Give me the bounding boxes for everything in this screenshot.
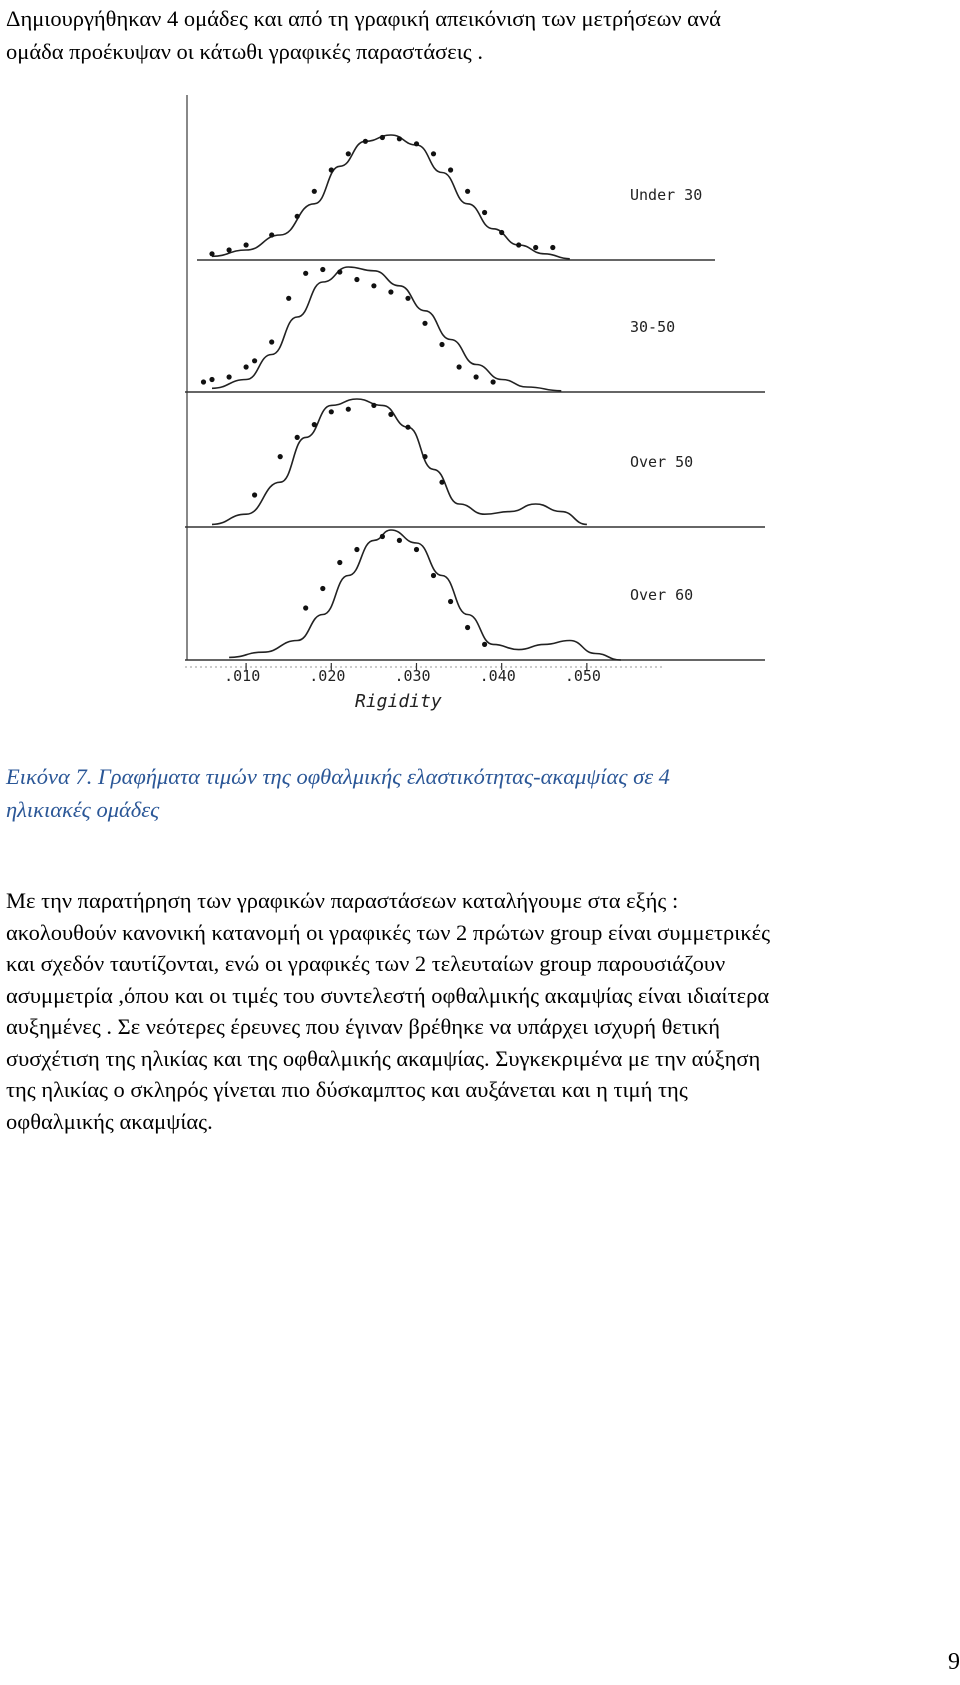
- data-point: [269, 339, 274, 344]
- data-point: [371, 403, 376, 408]
- data-point: [278, 454, 283, 459]
- caption-line-1: Εικόνα 7. Γραφήματα τιμών της οφθαλμικής ελαστικότητας-ακαμψίας σε 4: [6, 764, 670, 789]
- data-point: [448, 599, 453, 604]
- data-point: [320, 267, 325, 272]
- series-curve: [212, 135, 570, 259]
- data-point: [405, 296, 410, 301]
- body-line: Με την παρατήρηση των γραφικών παραστάσεων καταλήγουμε στα εξής :: [6, 888, 679, 913]
- data-point: [329, 167, 334, 172]
- data-point: [431, 151, 436, 156]
- data-point: [320, 586, 325, 591]
- intro-line-1: Δημιουργήθηκαν 4 ομάδες και από τη γραφική απεικόνιση των μετρήσεων ανά: [6, 6, 721, 31]
- x-tick-label: .020: [309, 667, 346, 685]
- data-point: [295, 435, 300, 440]
- x-tick-label: .050: [564, 667, 601, 685]
- x-axis-label: Rigidity: [355, 691, 442, 712]
- data-point: [303, 271, 308, 276]
- intro-line-2: ομάδα προέκυψαν οι κάτωθι γραφικές παραστάσεις .: [6, 39, 483, 64]
- data-point: [337, 269, 342, 274]
- data-point: [363, 139, 368, 144]
- data-point: [312, 189, 317, 194]
- series-curve: [229, 530, 621, 660]
- data-point: [329, 409, 334, 414]
- series-curve: [212, 267, 561, 391]
- body-line: ακολουθούν κανονική κατανομή οι γραφικές των 2 πρώτων group είναι συμμετρικές: [6, 919, 771, 945]
- rigidity-chart-figure: [185, 95, 770, 760]
- data-point: [388, 412, 393, 417]
- body-line: ασυμμετρία ,όπου και οι τιμές του συντελεστή οφθαλμικής ακαμψίας είναι ιδιαίτερα: [6, 982, 770, 1008]
- data-point: [346, 407, 351, 412]
- data-point: [533, 245, 538, 250]
- x-tick-label: .030: [394, 667, 431, 685]
- data-point: [397, 136, 402, 141]
- data-point: [499, 230, 504, 235]
- data-point: [227, 247, 232, 252]
- figure-caption: [6, 760, 936, 826]
- data-point: [295, 214, 300, 219]
- body-line: και σχεδόν ταυτίζονται, ενώ οι γραφικές των 2 τελευταίων group παρουσιάζουν: [6, 951, 726, 976]
- data-point: [414, 141, 419, 146]
- data-point: [474, 374, 479, 379]
- data-point: [209, 377, 214, 382]
- data-point: [550, 245, 555, 250]
- data-point: [303, 605, 308, 610]
- intro-paragraph: [6, 2, 946, 68]
- data-point: [201, 379, 206, 384]
- data-point: [405, 425, 410, 430]
- body-line: οφθαλμικής ακαμψίας.: [6, 1108, 213, 1134]
- data-point: [457, 364, 462, 369]
- data-point: [354, 547, 359, 552]
- data-point: [337, 560, 342, 565]
- data-point: [286, 296, 291, 301]
- data-point: [209, 251, 214, 256]
- data-point: [380, 534, 385, 539]
- series-curve: [212, 399, 587, 524]
- data-point: [244, 364, 249, 369]
- series-label: Under 30: [630, 186, 703, 204]
- caption-line-2: ηλικιακές ομάδες: [6, 797, 160, 822]
- body-line: αυξημένες . Σε νεότερες έρευνες που έγιναν βρέθηκε να υπάρχει ισχυρή θετική: [6, 1014, 721, 1039]
- body-line: συσχέτιση της ηλικίας και της οφθαλμικής ακαμψίας. Συγκεκριμένα με την αύξηση: [6, 1045, 761, 1071]
- data-point: [491, 379, 496, 384]
- x-tick-label: .040: [479, 667, 516, 685]
- series-label: Over 50: [630, 453, 694, 471]
- body-paragraph: [6, 885, 954, 1137]
- data-point: [439, 342, 444, 347]
- data-point: [414, 547, 419, 552]
- data-point: [465, 189, 470, 194]
- data-point: [465, 625, 470, 630]
- data-point: [439, 480, 444, 485]
- data-point: [482, 210, 487, 215]
- data-point: [448, 167, 453, 172]
- data-point: [244, 242, 249, 247]
- data-point: [388, 289, 393, 294]
- data-point: [422, 454, 427, 459]
- data-point: [422, 321, 427, 326]
- data-point: [516, 242, 521, 247]
- data-point: [312, 422, 317, 427]
- data-point: [252, 492, 257, 497]
- page-number: 9: [948, 1649, 960, 1675]
- x-tick-label: .010: [224, 667, 261, 685]
- data-point: [354, 277, 359, 282]
- data-point: [431, 573, 436, 578]
- data-point: [346, 151, 351, 156]
- data-point: [252, 358, 257, 363]
- data-point: [371, 283, 376, 288]
- data-point: [269, 232, 274, 237]
- series-label: 30-50: [630, 318, 676, 336]
- body-line: της ηλικίας ο σκληρός γίνεται πιο δύσκαμπτος και αυξάνεται και η τιμή της: [6, 1077, 688, 1102]
- data-point: [482, 642, 487, 647]
- series-label: Over 60: [630, 586, 694, 604]
- data-point: [227, 374, 232, 379]
- data-point: [380, 135, 385, 140]
- data-point: [397, 538, 402, 543]
